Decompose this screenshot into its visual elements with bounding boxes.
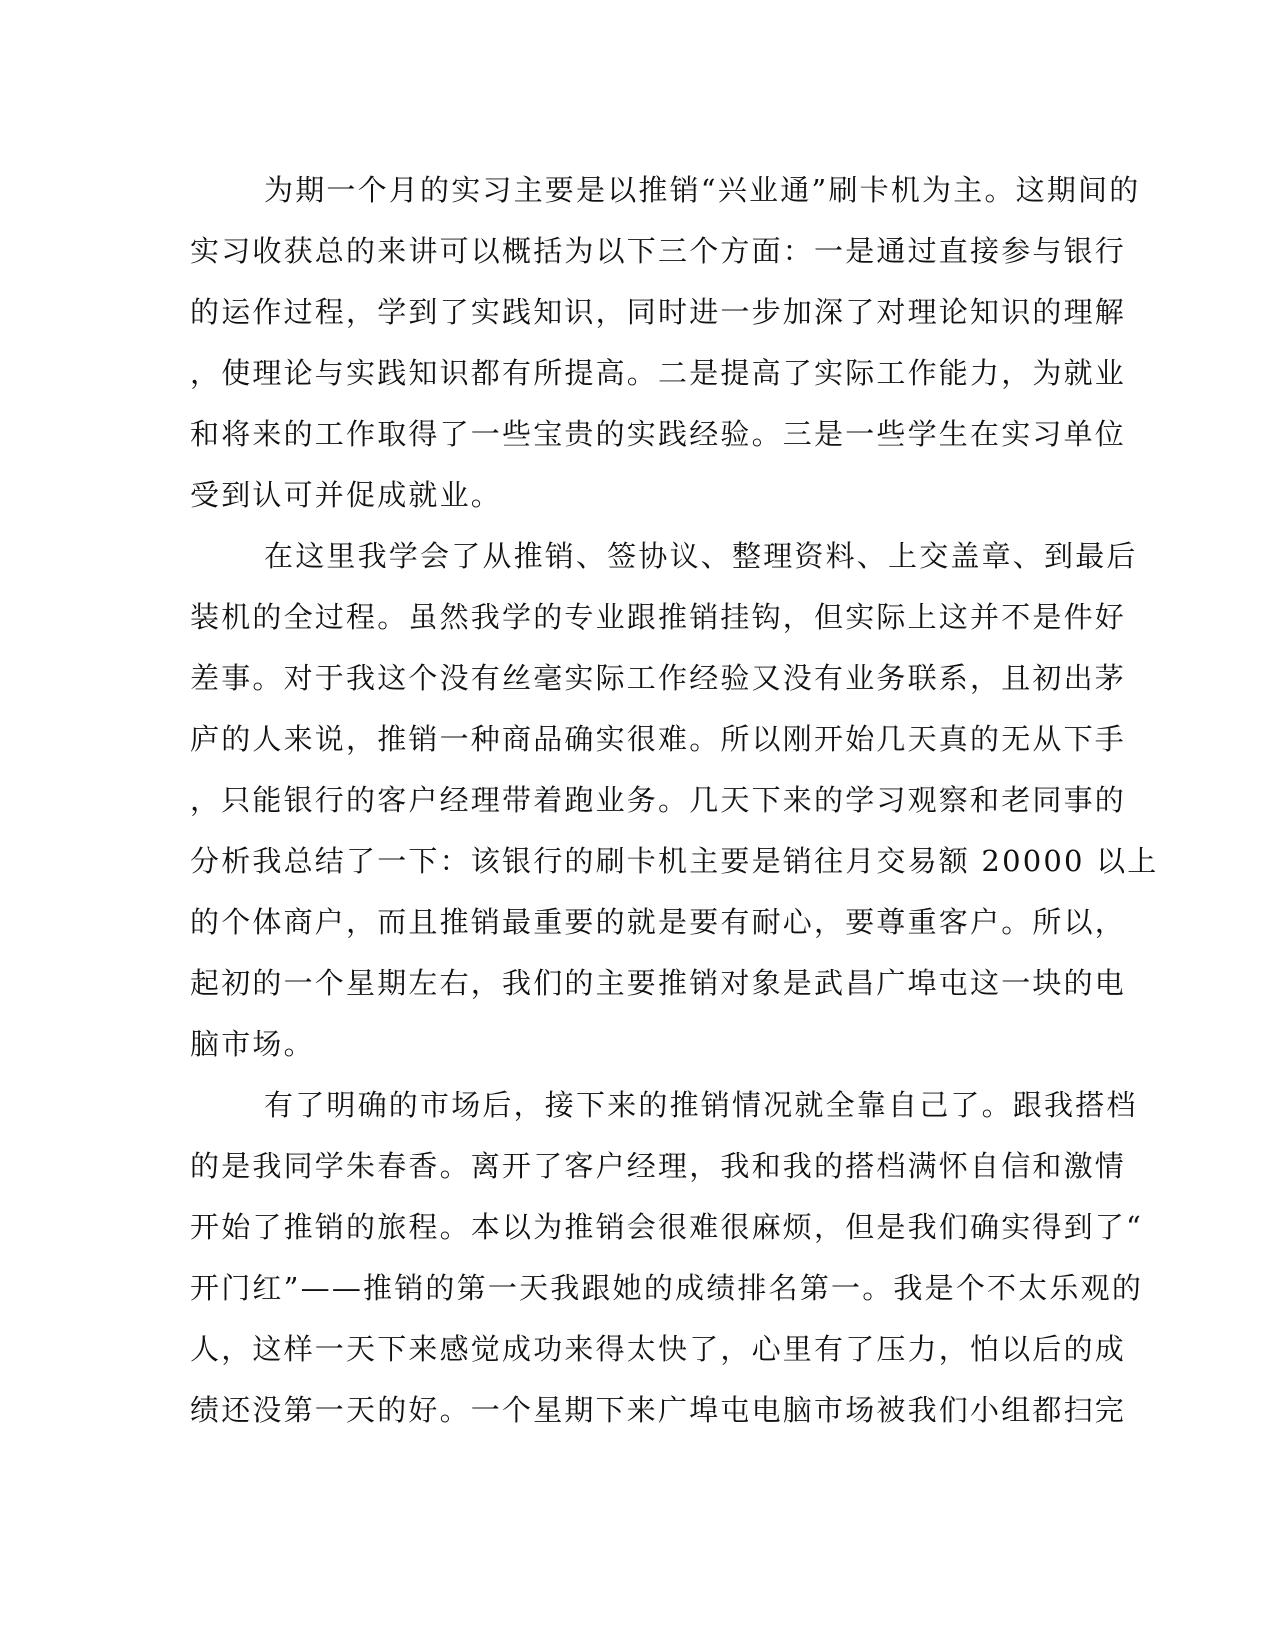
text-line: 装机的全过程。虽然我学的专业跟推销挂钩，但实际上这并不是件好 bbox=[190, 600, 1127, 634]
text-line: ，只能银行的客户经理带着跑业务。几天下来的学习观察和老同事的 bbox=[190, 783, 1127, 817]
text-line: 脑市场。 bbox=[190, 1027, 315, 1061]
text-line: 有了明确的市场后，接下来的推销情况就全靠自己了。跟我搭档 bbox=[264, 1088, 1138, 1122]
text-line: 实习收获总的来讲可以概括为以下三个方面：一是通过直接参与银行 bbox=[190, 234, 1127, 268]
text-line: 受到认可并促成就业。 bbox=[190, 478, 503, 512]
paragraph-3 bbox=[190, 1075, 1144, 1441]
text-line: 和将来的工作取得了一些宝贵的实践经验。三是一些学生在实习单位 bbox=[190, 417, 1127, 451]
text-line: 起初的一个星期左右，我们的主要推销对象是武昌广埠屯这一块的电 bbox=[190, 966, 1127, 1000]
text-line: 为期一个月的实习主要是以推销“兴业通”刷卡机为主。这期间的 bbox=[264, 173, 1141, 207]
text-line: 开始了推销的旅程。本以为推销会很难很麻烦，但是我们确实得到了“ bbox=[190, 1210, 1144, 1244]
text-line: 的个体商户，而且推销最重要的就是要有耐心，要尊重客户。所以， bbox=[190, 905, 1127, 939]
document-body bbox=[190, 160, 1159, 1441]
text-line: ，使理论与实践知识都有所提高。二是提高了实际工作能力，为就业 bbox=[190, 356, 1127, 390]
text-line: 庐的人来说，推销一种商品确实很难。所以刚开始几天真的无从下手 bbox=[190, 722, 1127, 756]
text-line: 分析我总结了一下：该银行的刷卡机主要是销往月交易额 20000 以上 bbox=[190, 844, 1159, 878]
paragraph-2 bbox=[190, 526, 1159, 1075]
text-line: 人，这样一天下来感觉成功来得太快了，心里有了压力，怕以后的成 bbox=[190, 1332, 1127, 1366]
text-line: 的是我同学朱春香。离开了客户经理，我和我的搭档满怀自信和激情 bbox=[190, 1149, 1127, 1183]
text-line: 差事。对于我这个没有丝毫实际工作经验又没有业务联系，且初出茅 bbox=[190, 661, 1127, 695]
text-line: 绩还没第一天的好。一个星期下来广埠屯电脑市场被我们小组都扫完 bbox=[190, 1393, 1127, 1427]
text-line: 的运作过程，学到了实践知识，同时进一步加深了对理论知识的理解 bbox=[190, 295, 1127, 329]
text-line: 开门红”——推销的第一天我跟她的成绩排名第一。我是个不太乐观的 bbox=[190, 1271, 1144, 1305]
paragraph-1 bbox=[190, 160, 1141, 526]
text-line: 在这里我学会了从推销、签协议、整理资料、上交盖章、到最后 bbox=[264, 539, 1138, 573]
